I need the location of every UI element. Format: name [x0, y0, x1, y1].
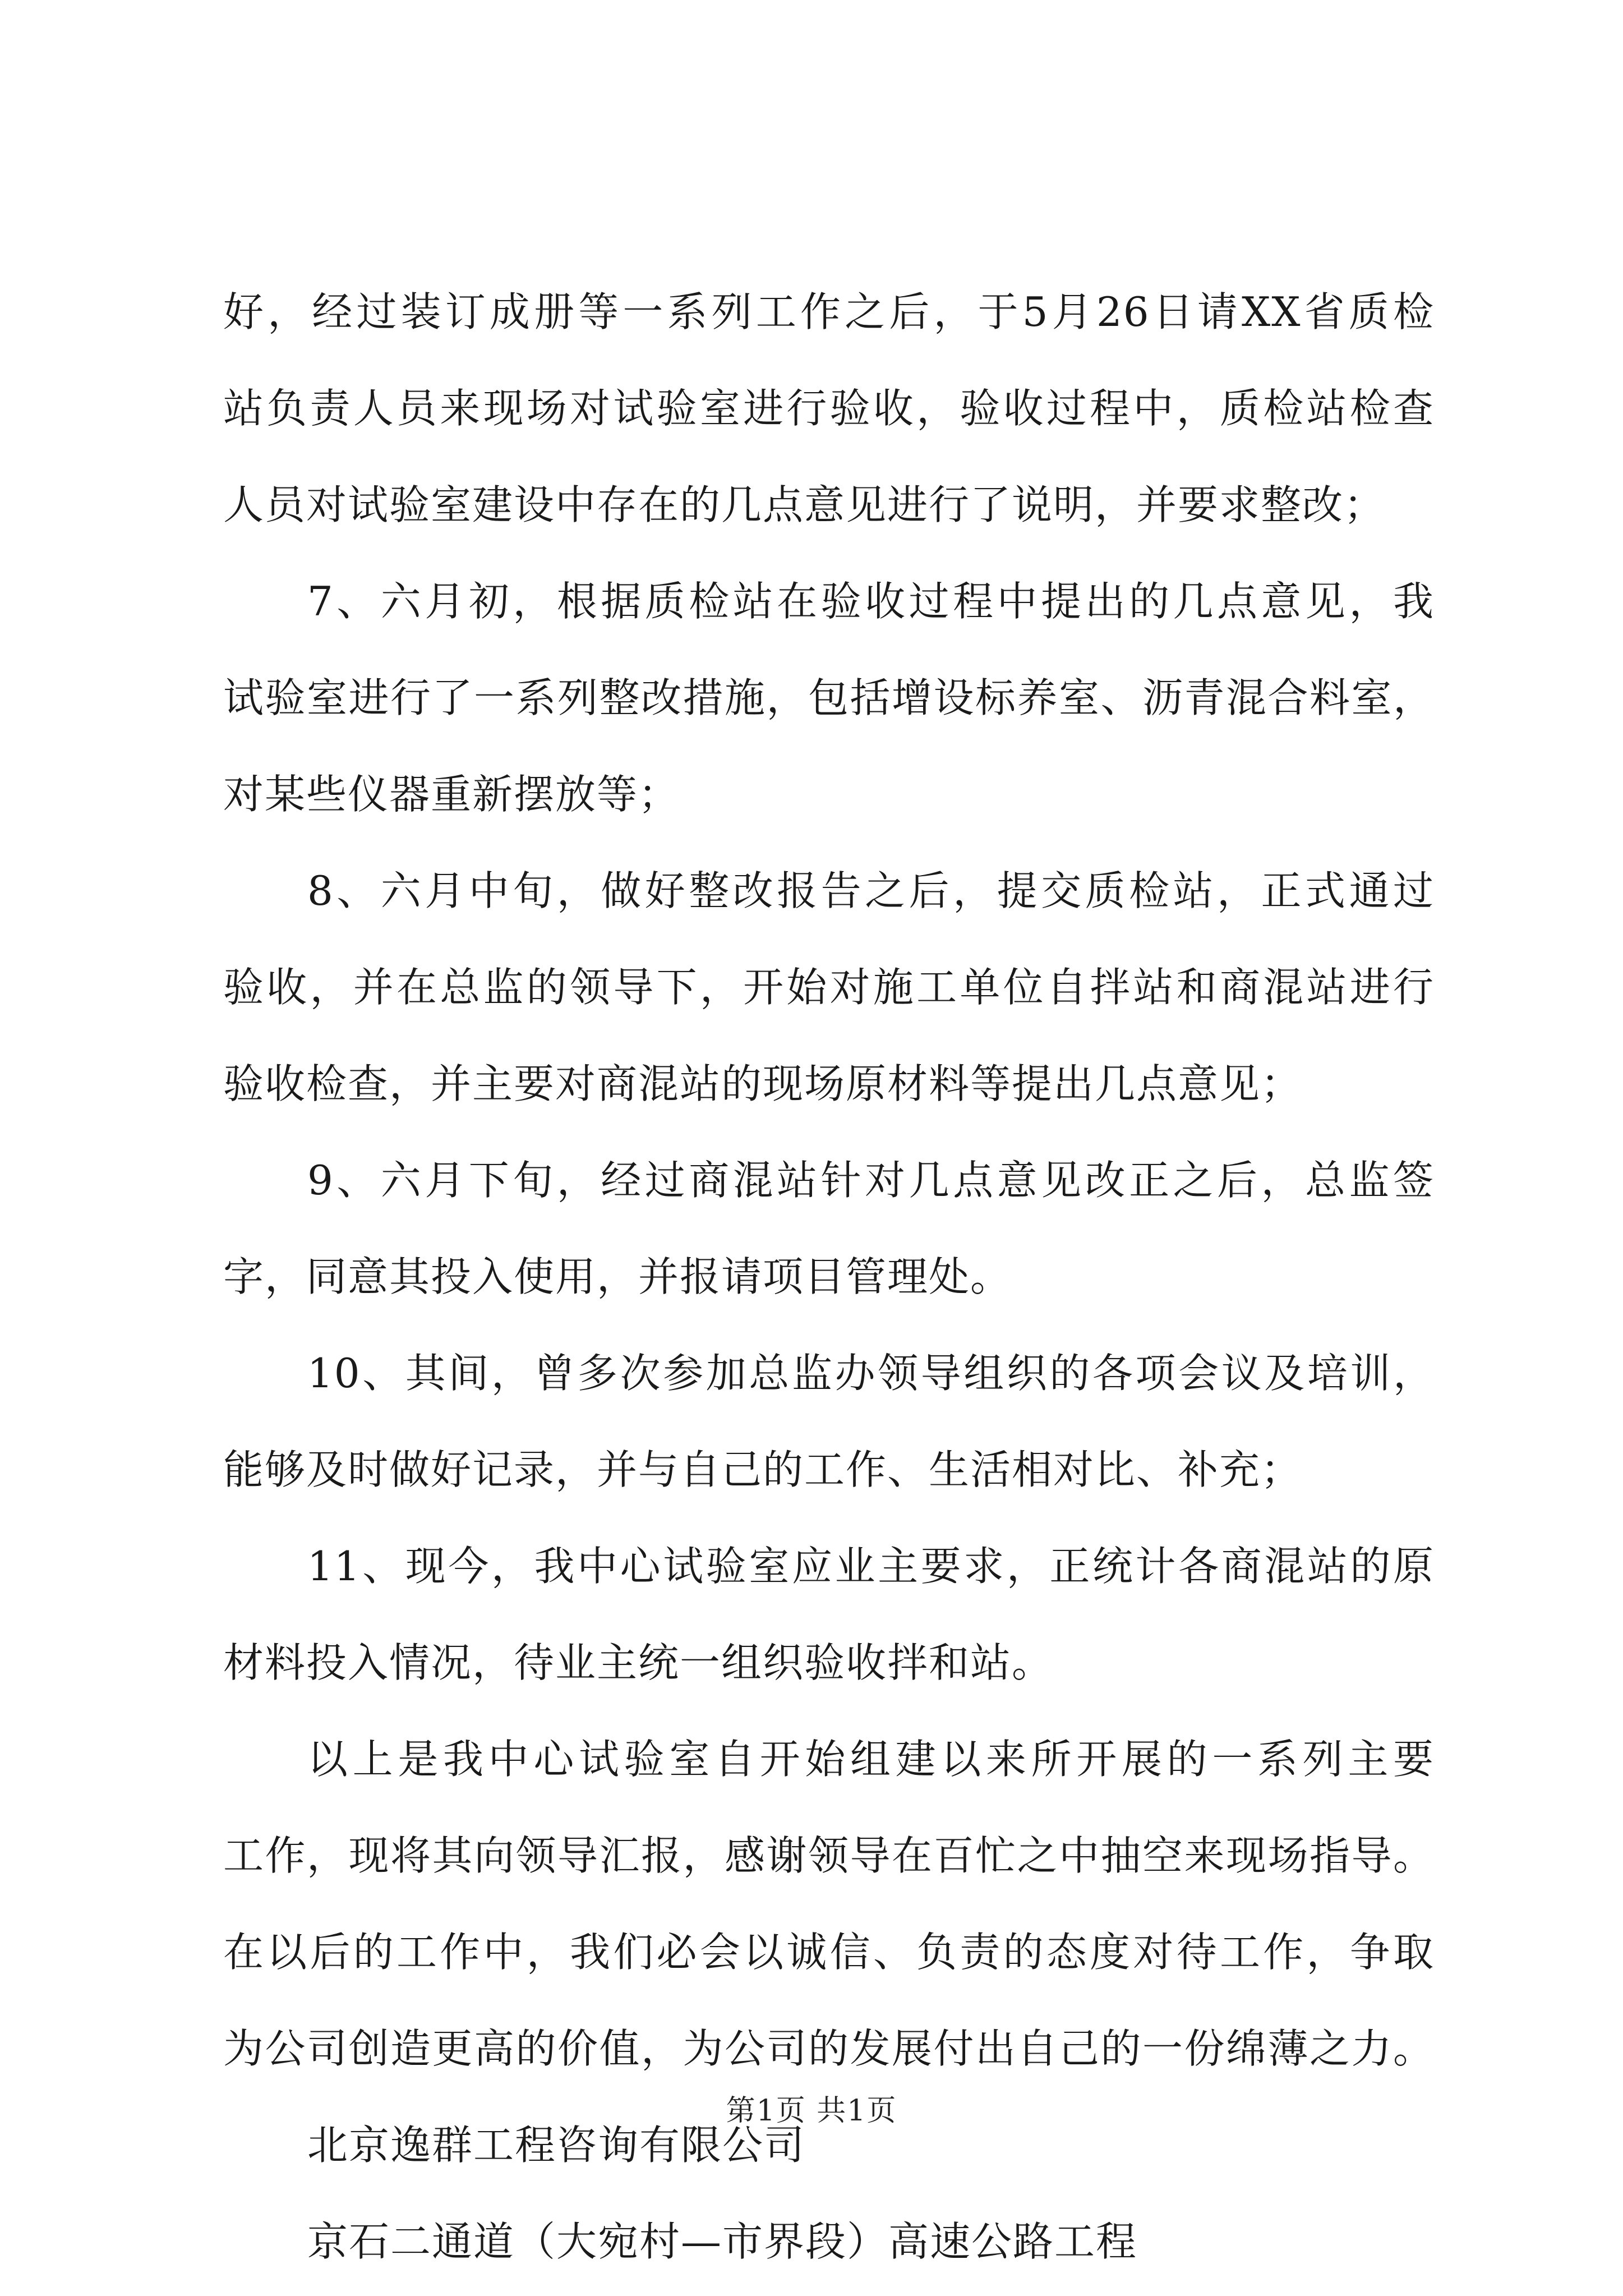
text-line: 以上是我中心试验室自开始组建以来所开展的一系列主要 [307, 1736, 1435, 1783]
company-name: 北京逸群工程咨询有限公司 [307, 2122, 806, 2169]
text-line: 工作，现将其向领导汇报，感谢领导在百忙之中抽空来现场指导。 [223, 1832, 1435, 1879]
text-line: 验收检查，并主要对商混站的现场原材料等提出几点意见； [223, 1060, 1303, 1107]
text-line: 站负责人员来现场对试验室进行验收，验收过程中，质检站检查 [223, 385, 1435, 432]
text-line: 8、六月中旬，做好整改报告之后，提交质检站，正式通过 [307, 867, 1435, 914]
text-line: 材料投入情况，待业主统一组织验收拌和站。 [223, 1639, 1054, 1686]
text-line: 试验室进行了一系列整改措施，包括增设标养室、沥青混合料室， [223, 674, 1435, 721]
text-line: 能够及时做好记录，并与自己的工作、生活相对比、补充； [223, 1446, 1303, 1493]
text-line: 7、六月初，根据质检站在验收过程中提出的几点意见，我 [307, 578, 1435, 625]
text-line: 人员对试验室建设中存在的几点意见进行了说明，并要求整改； [223, 481, 1386, 528]
text-line: 在以后的工作中，我们必会以诚信、负责的态度对待工作，争取 [223, 1929, 1435, 1976]
page-footer: 第1页 共1页 [726, 2094, 897, 2128]
text-line: 字，同意其投入使用，并报请项目管理处。 [223, 1253, 1012, 1300]
text-line: 验收，并在总监的领导下，开始对施工单位自拌站和商混站进行 [223, 964, 1435, 1011]
document-body [223, 264, 1435, 2290]
text-line: 为公司创造更高的价值，为公司的发展付出自己的一份绵薄之力。 [223, 2025, 1435, 2072]
text-line: 10、其间，曾多次参加总监办领导组织的各项会议及培训， [307, 1350, 1435, 1397]
project-name: 京石二通道（大宛村—市界段）高速公路工程 [307, 2218, 1138, 2265]
text-line: 好，经过装订成册等一系列工作之后，于5月26日请XX省质检 [223, 288, 1435, 335]
text-line: 对某些仪器重新摆放等； [223, 771, 680, 818]
text-line: 9、六月下旬，经过商混站针对几点意见改正之后，总监签 [307, 1157, 1435, 1204]
text-line: 11、现今，我中心试验室应业主要求，正统计各商混站的原 [307, 1543, 1435, 1590]
